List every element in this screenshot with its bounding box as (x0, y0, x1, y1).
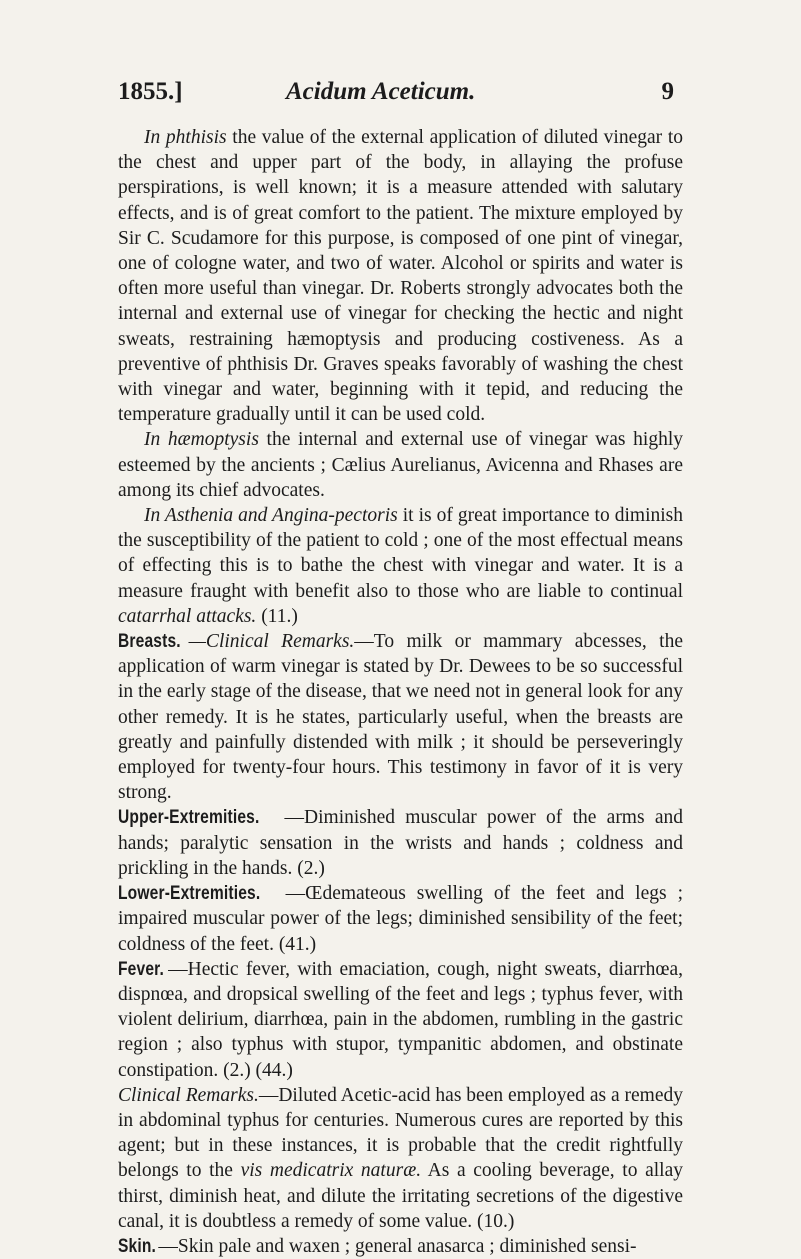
running-head-title: Acidum Aceticum. (286, 78, 476, 105)
section-text: —To milk or mammary abcesses, the application of warm vinegar is stated by Dr. Dewees to be so successful in the early stage of the disease, that we need not in general look for any other remedy. It is he states, particularly useful, when the breasts are greatly and painfully distended with milk ; it should be perseveringly employed for twenty-four hours. This testimony in favor of it is very strong. (118, 631, 683, 804)
paragraph-haemoptysis (118, 427, 683, 503)
section-heading-skin: Skin. (118, 1235, 157, 1257)
paragraph-text: the internal and external use of vinegar was highly esteemed by the ancients ; Cælius Aurelianus, Avicenna and Rhases are among its chief advocates. (118, 429, 683, 501)
paragraph-text: the value of the external application of diluted vinegar to the chest and upper part of the body, in allaying the profuse perspirations, is well known; it is a measure attended with salutary effects, and is of great comfort to the patient. The mixture employed by Sir C. Scudamore for this purpose, is composed of one pint of vinegar, one of cologne water, and two of water. Alcohol or spirits and water is often more useful than vinegar. Dr. Roberts strongly advocates both the internal and external use of vinegar for checking the hectic and night sweats, restraining hæmoptysis and producing costiveness. As a preventive of phthisis Dr. Graves speaks favorably of washing the chest with vinegar and water, beginning with it tepid, and reducing the temperature gradually until it can be used cold. (118, 127, 683, 426)
section-lower-extremities (118, 881, 683, 957)
section-lead-italic: Clinical Remarks. (118, 1084, 259, 1106)
section-text: —Diluted Acetic-acid has been employed as a remedy in abdominal typhus for centuries. Numerous cures are reported by this agent; but in these instances, it is probable that the credit rightfully belongs to the (118, 1084, 683, 1182)
body-text (118, 125, 683, 1259)
section-text: —Hectic fever, with emaciation, cough, night sweats, diarrhœa, dispnœa, and dropsical swelling of the feet and legs ; typhus fever, with violent delirium, diarrhœa, pain in the abdomen, rumbling in the gastric region ; also typhus with stupor, tympanitic abdomen, and obstinate constipation. (2.) (44.) (118, 958, 683, 1081)
section-clinical-remarks (118, 1083, 683, 1234)
paragraph-reference: (11.) (256, 605, 298, 627)
paragraph-asthenia (118, 503, 683, 629)
paragraph-text: it is of great importance to diminish the susceptibility of the patient to cold ; one of the most effectual means of effecting this is to bathe the chest with vinegar and water. It is a measure fraught with benefit also to those who are liable to continual (118, 505, 683, 602)
section-breasts (118, 629, 683, 805)
page-number: 9 (661, 78, 674, 105)
paragraph-lead-italic: In hæmoptysis (144, 429, 259, 451)
paragraph-phthisis (118, 125, 683, 427)
paragraph-lead-italic: In phthisis (144, 127, 227, 148)
section-upper-extremities (118, 805, 683, 881)
section-skin (118, 1234, 683, 1259)
section-text: —Diminished muscular power of the arms and hands; paralytic sensation in the wrists and hands ; coldness and prickling in the hands. (2.) (118, 807, 683, 879)
section-subheading: —Clinical Remarks. (188, 631, 355, 653)
running-head (118, 78, 674, 118)
section-heading-upper-extremities: Upper-Extremities. (118, 807, 260, 829)
section-text: —Œdemateous swelling of the feet and legs ; impaired muscular power of the legs; diminished sensibility of the feet; coldness of the feet. (41.) (118, 883, 683, 955)
section-heading-breasts: Breasts. (118, 631, 181, 653)
paragraph-lead-italic: In Asthenia and Angina-pectoris (144, 505, 398, 527)
section-heading-fever: Fever. (118, 958, 165, 980)
section-fever (118, 957, 683, 1083)
section-italic-phrase: vis medicatrix naturæ. (240, 1160, 422, 1182)
running-head-year: 1855.] (118, 78, 183, 105)
section-heading-lower-extremities: Lower-Extremities. (118, 883, 261, 905)
section-text-end: As a cooling beverage, to allay thirst, diminish heat, and dilute the irritating secretions of the digestive canal, it is doubtless a remedy of some value. (10.) (118, 1160, 683, 1232)
paragraph-italic-phrase: catarrhal attacks. (118, 605, 257, 627)
section-text: —Skin pale and waxen ; general anasarca ; diminished sensi- (158, 1235, 637, 1257)
